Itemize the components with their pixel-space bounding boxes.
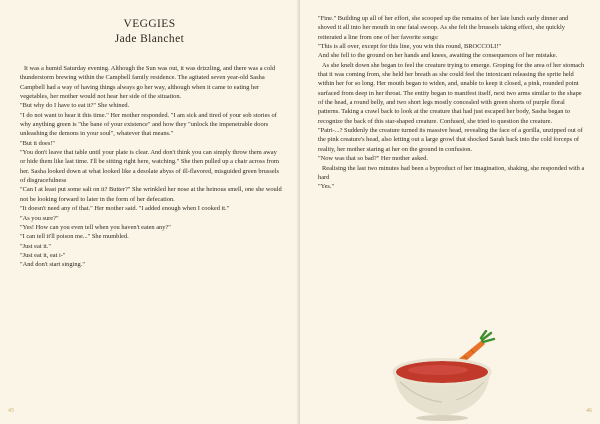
page-number-right: 46 (586, 408, 592, 414)
paragraph: "Now was that so bad?" Her mother asked. (318, 155, 428, 163)
paragraph: "And don't start singing." (20, 261, 85, 269)
soup-bowl-with-carrot-icon (390, 330, 500, 422)
paragraph: "Yes." (318, 183, 335, 191)
story-author: Jade Blanchet (114, 33, 185, 45)
right-page-text (318, 14, 586, 192)
paragraph: Realising the last two minutes had been a byproduct of her imagination, shaking, she responded with a hard (318, 164, 585, 181)
page-number-left: 45 (8, 408, 14, 414)
paragraph: "Fine." Building up all of her effort, she scooped up the remains of her late lunch early dinner and shoved it all into her mouth in one fatal swoop. As she felt the brussels taking effect, she quickly reiterated a line from one of her favorite songs: (318, 15, 569, 41)
paragraph: "As you sure?" (20, 214, 59, 222)
paragraph: It was a humid Saturday evening. Although the Sun was out, it was drizzling, and there was a cold thunderstorm brewing within the Campbell family residence. The agitated seven year-old Sasha Campbell had a way of having things always go her way, although when it came to eating her vegetables, her mother would not hear her side of the situation. (20, 65, 276, 101)
paragraph: "I do not want to hear it this time." Her mother responded. "I am sick and tired of your sob stories of why anything green is "the bane of your existence" and how they "unlock the impenetrable doors unleashing the demons in your soul", whatever that means." (20, 111, 277, 138)
paragraph: "Can I at least put some salt on it? Butter?" She wrinkled her nose at the heinous smell, one she would not be looking forward to later in the form of her defecation. (20, 186, 282, 203)
paragraph: "Patri-...? Suddenly the creature turned its massive head, revealing the face of a gorilla, unzipped out of the pink creature's head, also letting out a large growl that shocked Sarah back into the cold forceps of reality, her mother staring at her on the ground in confusion. (318, 127, 583, 153)
left-page (0, 0, 299, 424)
paragraph: "You don't leave that table until your plate is clear. And don't think you can simply throw them away or hide them like last time. I'll be sitting right here, watching." She then pulled up a chair across from her. Sasha looked down at what looked like a desolate abyss of ill-flavored, misguided green brussels of disgracefulness (20, 149, 279, 185)
story-title: VEGGIES (123, 18, 176, 30)
left-page-text (20, 64, 283, 270)
paragraph: "It doesn't need any of that." Her mother said. "I added enough when I cooked it." (20, 205, 230, 213)
paragraph: "I can tell it'll poison me..." She mumbled. (20, 233, 129, 241)
paragraph: "This is all over, except for this line, you win this round, BROCCOLI!" (318, 43, 501, 51)
paragraph: "But it does!" (20, 139, 56, 147)
paragraph: "But why do I have to eat it?" She whined. (20, 102, 130, 110)
paragraph: "Just eat it." (20, 242, 51, 250)
paragraph: "Yes! How can you even tell when you haven't eaten any?" (20, 223, 171, 231)
paragraph: "Just eat it, eat i-" (20, 251, 66, 259)
paragraph: As she knelt down she began to feel the creature trying to emerge. Groping for the area of her stomach that it was coming from, she held her breath as she could feel the intoxicant releasing the sprite held within her for so long. Her mouth began to widen, and, unable to keep it closed, a pink, rounded point surfaced from deep in her throat. The entity began to manifest itself, next two arms similar to the shape of the head, a round belly, and two short legs mostly concealed with green shorts of purple floral patterns. Taking a crawl back to look at the creature that had just escaped her body, Sasha began to recognize the back of this star-shaped creature. Confused, she tried to question the creature. (318, 61, 585, 125)
paragraph: And she fell to the ground on her hands and knees, awaiting the consequences of her mistake. (318, 52, 558, 60)
